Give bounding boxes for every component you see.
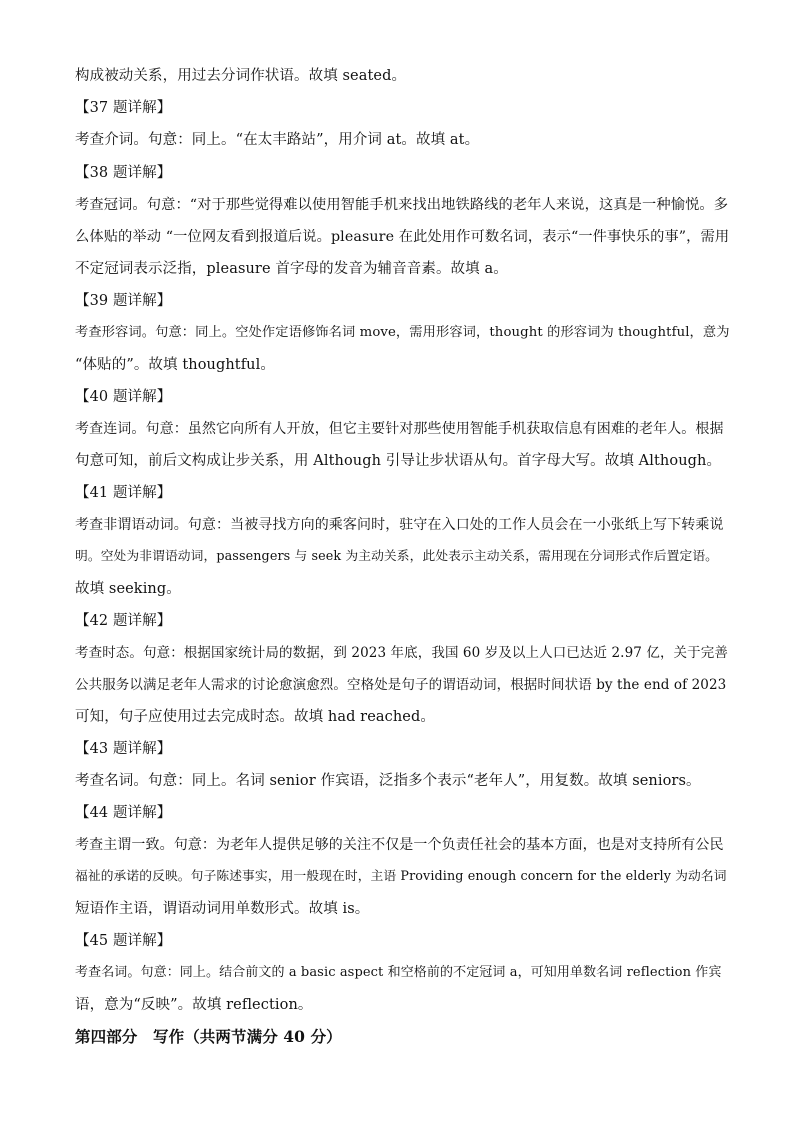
paragraph-line: 明。空处为非谓语动词，passengers 与 seek 为主动关系，此处表示主动关系，需用现在分词形式作后置定语。	[75, 549, 719, 564]
paragraph-line: 不定冠词表示泛指，pleasure 首字母的发音为辅音音素。故填 a。	[75, 261, 508, 277]
paragraph-line: 可知，句子应使用过去完成时态。故填 had reached。	[75, 709, 435, 725]
paragraph-line: 么体贴的举动 “一位网友看到报道后说。pleasure 在此处用作可数名词，表示“一件事快乐的事”，需用	[75, 229, 730, 245]
question-heading-39: 【39 题详解】	[75, 293, 172, 309]
paragraph-line: 公共服务以满足老年人需求的讨论愈演愈烈。空格处是句子的谓语动词，根据时间状语 by the end of 2023	[75, 677, 727, 693]
paragraph-line: 构成被动关系，用过去分词作状语。故填 seated。	[75, 68, 407, 84]
paragraph-line: 考查连词。句意：虽然它向所有人开放，但它主要针对那些使用智能手机获取信息有困难的老年人。根据	[75, 421, 724, 437]
question-heading-43: 【43 题详解】	[75, 741, 172, 757]
paragraph-line: 考查形容词。句意：同上。空处作定语修饰名词 move，需用形容词，thought 的形容词为 thoughtful，意为	[75, 325, 730, 340]
question-heading-42: 【42 题详解】	[75, 613, 172, 629]
question-heading-45: 【45 题详解】	[75, 933, 172, 949]
paragraph-line: 考查时态。句意：根据国家统计局的数据，到 2023 年底，我国 60 岁及以上人口已达近 2.97 亿，关于完善	[75, 645, 728, 661]
paragraph-line: “体贴的”。故填 thoughtful。	[75, 357, 275, 373]
paragraph-line: 考查主谓一致。句意：为老年人提供足够的关注不仅是一个负责任社会的基本方面，也是对支持所有公民	[75, 837, 724, 853]
question-heading-44: 【44 题详解】	[75, 805, 172, 821]
question-heading-37: 【37 题详解】	[75, 100, 172, 116]
paragraph-line: 考查非谓语动词。句意：当被寻找方向的乘客问时，驻守在入口处的工作人员会在一小张纸上写下转乘说	[75, 517, 724, 533]
paragraph-line: 福祉的承诺的反映。句子陈述事实，用一般现在时，主语 Providing enough concern for the elderly 为动名词	[75, 869, 727, 884]
paragraph-line: 考查名词。句意：同上。结合前文的 a basic aspect 和空格前的不定冠词 a，可知用单数名词 reflection 作宾	[75, 965, 722, 980]
paragraph-line: 语，意为“反映”。故填 reflection。	[75, 997, 313, 1013]
paragraph-line: 故填 seeking。	[75, 581, 181, 597]
question-heading-40: 【40 题详解】	[75, 389, 172, 405]
section-title: 第四部分 写作（共两节满分 40 分）	[75, 1027, 342, 1046]
paragraph-line: 短语作主语，谓语动词用单数形式。故填 is。	[75, 901, 370, 917]
paragraph-line: 句意可知，前后文构成让步关系，用 Although 引导让步状语从句。首字母大写。故填 Although。	[75, 453, 722, 469]
question-heading-38: 【38 题详解】	[75, 165, 172, 181]
question-heading-41: 【41 题详解】	[75, 485, 172, 501]
paragraph-line: 考查冠词。句意：“对于那些觉得难以使用智能手机来找出地铁路线的老年人来说，这真是一种愉悦。多	[75, 197, 729, 213]
paragraph-line: 考查名词。句意：同上。名词 senior 作宾语，泛指多个表示“老年人”，用复数。故填 seniors。	[75, 773, 701, 789]
paragraph-line: 考查介词。句意：同上。“在太丰路站”，用介词 at。故填 at。	[75, 132, 480, 148]
